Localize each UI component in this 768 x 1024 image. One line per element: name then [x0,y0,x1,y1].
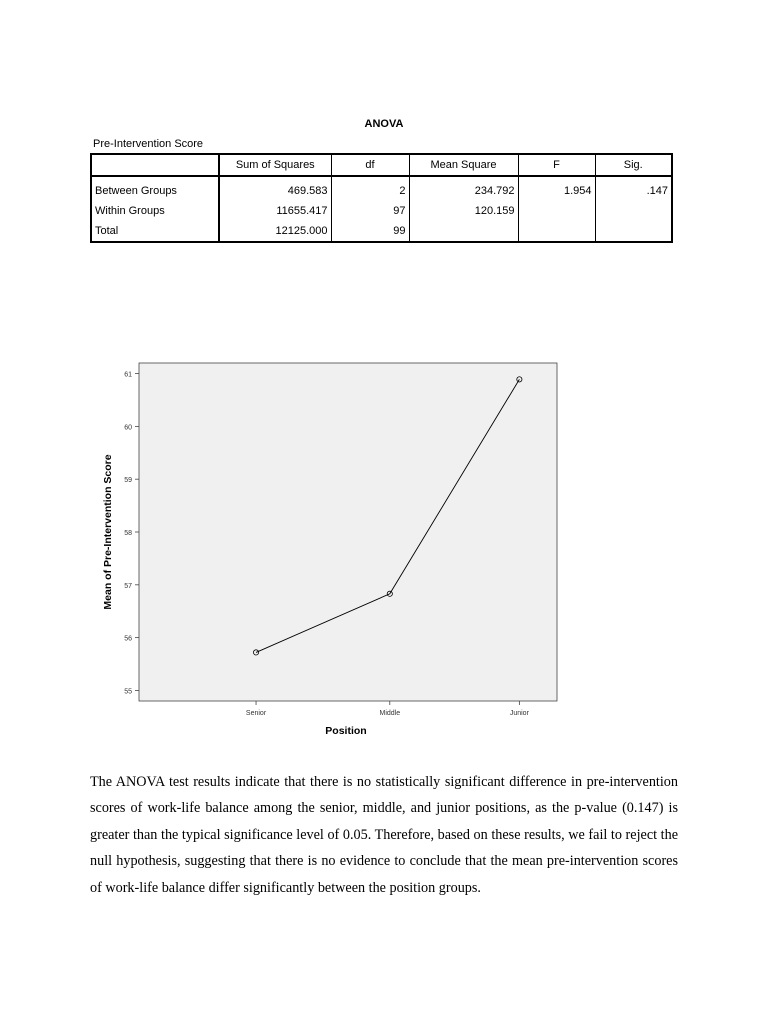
cell-mean-square: 234.792 [409,176,518,201]
cell-sig [595,201,672,221]
body-paragraph: The ANOVA test results indicate that there is no statistically significant difference in pre-intervention scores of work-life balance among the senior, middle, and junior positions, as the p-value (0.147) is greater than the typical significance level of 0.05. Therefore, based on these results, we fail to reject the null hypothesis, suggesting that there is no evidence to conclude that the mean pre-intervention scores of work-life balance differ significantly between the position groups. [90,774,678,896]
y-tick-label: 59 [124,477,132,485]
table-row [91,221,672,242]
y-tick-label: 61 [124,371,132,379]
cell-df: 97 [331,201,409,221]
means-plot-svg [95,355,575,740]
x-tick-label: Senior [245,710,267,717]
cell-sig: .147 [595,176,672,201]
cell-sum-of-squares: 12125.000 [219,221,331,242]
y-tick-label: 60 [124,424,132,432]
cell-sum-of-squares: 11655.417 [219,201,331,221]
column-header-f: F [518,154,595,176]
table-row [91,176,672,201]
y-tick-label: 58 [124,530,132,537]
cell-mean-square [409,221,518,242]
row-label: Within Groups [91,201,219,221]
y-tick-label: 55 [124,688,132,696]
column-header-sum-of-squares: Sum of Squares [219,154,331,176]
cell-sum-of-squares: 469.583 [219,176,331,201]
cell-df: 99 [331,221,409,242]
column-header-df: df [331,154,409,176]
anova-table [90,153,673,243]
cell-f: 1.954 [518,176,595,201]
cell-mean-square: 120.159 [409,201,518,221]
table-row [91,201,672,221]
cell-sig [595,221,672,242]
row-label: Between Groups [91,176,219,201]
cell-f [518,221,595,242]
table-header-row [91,154,672,176]
x-tick-label: Junior [509,710,529,717]
means-plot [95,355,575,740]
column-header-mean-square: Mean Square [409,154,518,176]
column-header-blank [91,154,219,176]
row-label: Total [91,221,219,242]
anova-table-title: ANOVA [364,118,404,130]
y-tick-label: 57 [124,582,132,590]
cell-f [518,201,595,221]
cell-df: 2 [331,176,409,201]
y-tick-label: 56 [124,635,132,643]
y-axis-label: Mean of Pre-Intervention Score [102,454,114,610]
column-header-sig: Sig. [595,154,672,176]
x-tick-label: Middle [379,710,401,717]
plot-area [139,363,557,701]
x-axis-label: Position [325,725,367,737]
anova-table-subtitle: Pre-Intervention Score [93,138,204,150]
